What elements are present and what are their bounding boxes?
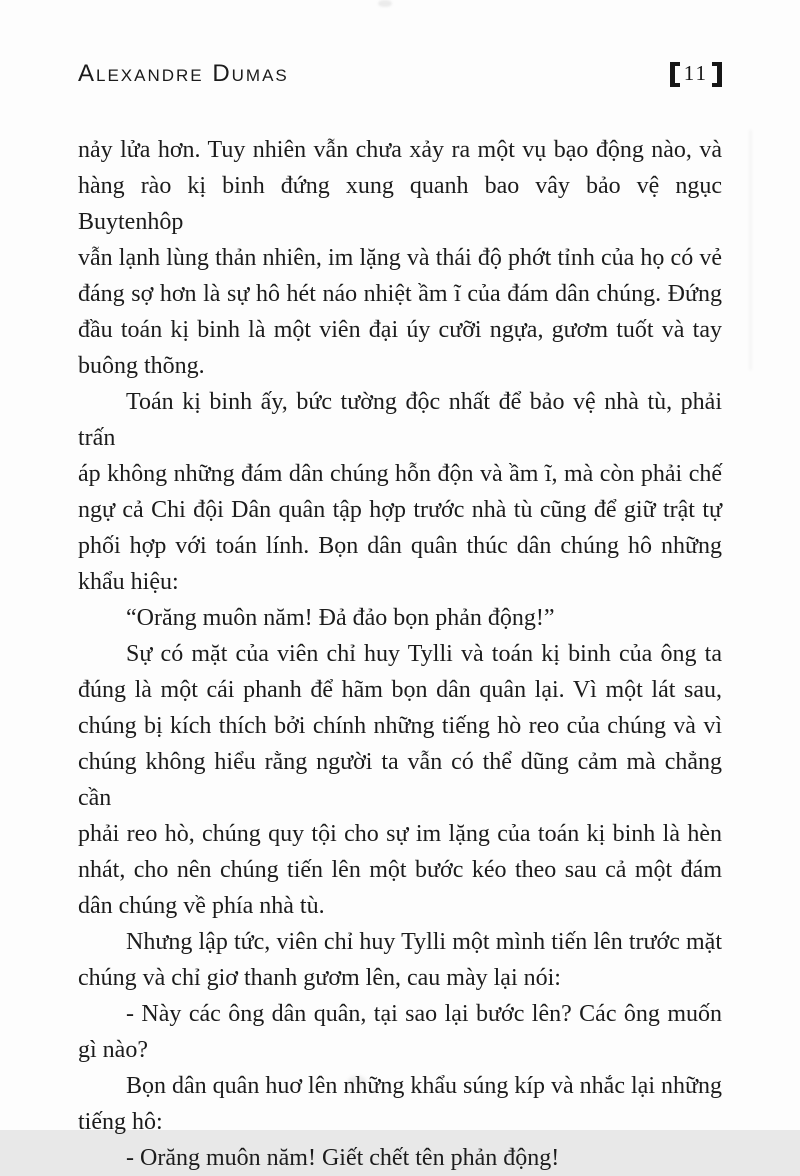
text-line: Sự có mặt của viên chỉ huy Tylli và toán kị binh của ông ta bbox=[126, 641, 722, 667]
text-line: nhát, cho nên chúng tiến lên một bước kéo theo sau cả một đám bbox=[78, 857, 722, 883]
text-line: buông thõng. bbox=[78, 353, 205, 379]
page-number-bracket-right-icon bbox=[712, 62, 722, 87]
text-line: khẩu hiệu: bbox=[78, 569, 179, 595]
text-line: Bọn dân quân huơ lên những khẩu súng kíp và nhắc lại những bbox=[126, 1073, 722, 1099]
text-line: chúng bị kích thích bởi chính những tiếng hò reo của chúng và vì bbox=[78, 713, 722, 739]
text-line: đầu toán kị binh là một viên đại úy cưỡi ngựa, gươm tuốt và tay bbox=[78, 317, 722, 343]
text-line: Nhưng lập tức, viên chỉ huy Tylli một mình tiến lên trước mặt bbox=[126, 929, 722, 955]
text-line: chúng và chỉ giơ thanh gươm lên, cau mày lại nói: bbox=[78, 965, 561, 991]
text-line: dân chúng về phía nhà tù. bbox=[78, 893, 325, 919]
page-header bbox=[78, 58, 722, 90]
text-line: chúng không hiểu rằng người ta vẫn có thể dũng cảm mà chẳng cần bbox=[78, 749, 722, 811]
text-line: phối hợp với toán lính. Bọn dân quân thúc dân chúng hô những bbox=[78, 533, 722, 559]
text-line: phải reo hò, chúng quy tội cho sự im lặng của toán kị binh là hèn bbox=[78, 821, 722, 847]
text-line: - Này các ông dân quân, tại sao lại bước lên? Các ông muốn bbox=[126, 1001, 722, 1027]
text-line: Toán kị binh ấy, bức tường độc nhất để bảo vệ nhà tù, phải trấn bbox=[78, 389, 722, 451]
page-number bbox=[670, 62, 722, 87]
page-number-value: 11 bbox=[683, 60, 708, 85]
text-line: đúng là một cái phanh để hãm bọn dân quân lại. Vì một lát sau, bbox=[78, 677, 722, 703]
text-line: áp không những đám dân chúng hỗn độn và ầm ĩ, mà còn phải chế bbox=[78, 461, 722, 487]
scan-smudge-top bbox=[378, 0, 392, 7]
author-name: Alexandre Dumas bbox=[78, 60, 289, 87]
text-line: ngự cả Chi đội Dân quân tập hợp trước nhà tù cũng để giữ trật tự bbox=[78, 497, 722, 523]
text-line: “Orăng muôn năm! Đả đảo bọn phản động!” bbox=[126, 605, 555, 631]
text-line: - Orăng muôn năm! Giết chết tên phản động! bbox=[126, 1145, 560, 1171]
text-line: nảy lửa hơn. Tuy nhiên vẫn chưa xảy ra một vụ bạo động nào, và bbox=[78, 137, 722, 163]
text-line: hàng rào kị binh đứng xung quanh bao vây bảo vệ ngục Buytenhôp bbox=[78, 173, 722, 235]
body-text bbox=[78, 132, 722, 1176]
text-line: đáng sợ hơn là sự hô hét náo nhiệt ầm ĩ của đám dân chúng. Đứng bbox=[78, 281, 722, 307]
text-line: gì nào? bbox=[78, 1037, 148, 1063]
text-line: vẫn lạnh lùng thản nhiên, im lặng và thái độ phớt tỉnh của họ có vẻ bbox=[78, 245, 722, 271]
text-line: tiếng hô: bbox=[78, 1109, 163, 1135]
scan-edge-shade bbox=[749, 130, 752, 370]
page-number-bracket-left-icon bbox=[670, 62, 680, 87]
